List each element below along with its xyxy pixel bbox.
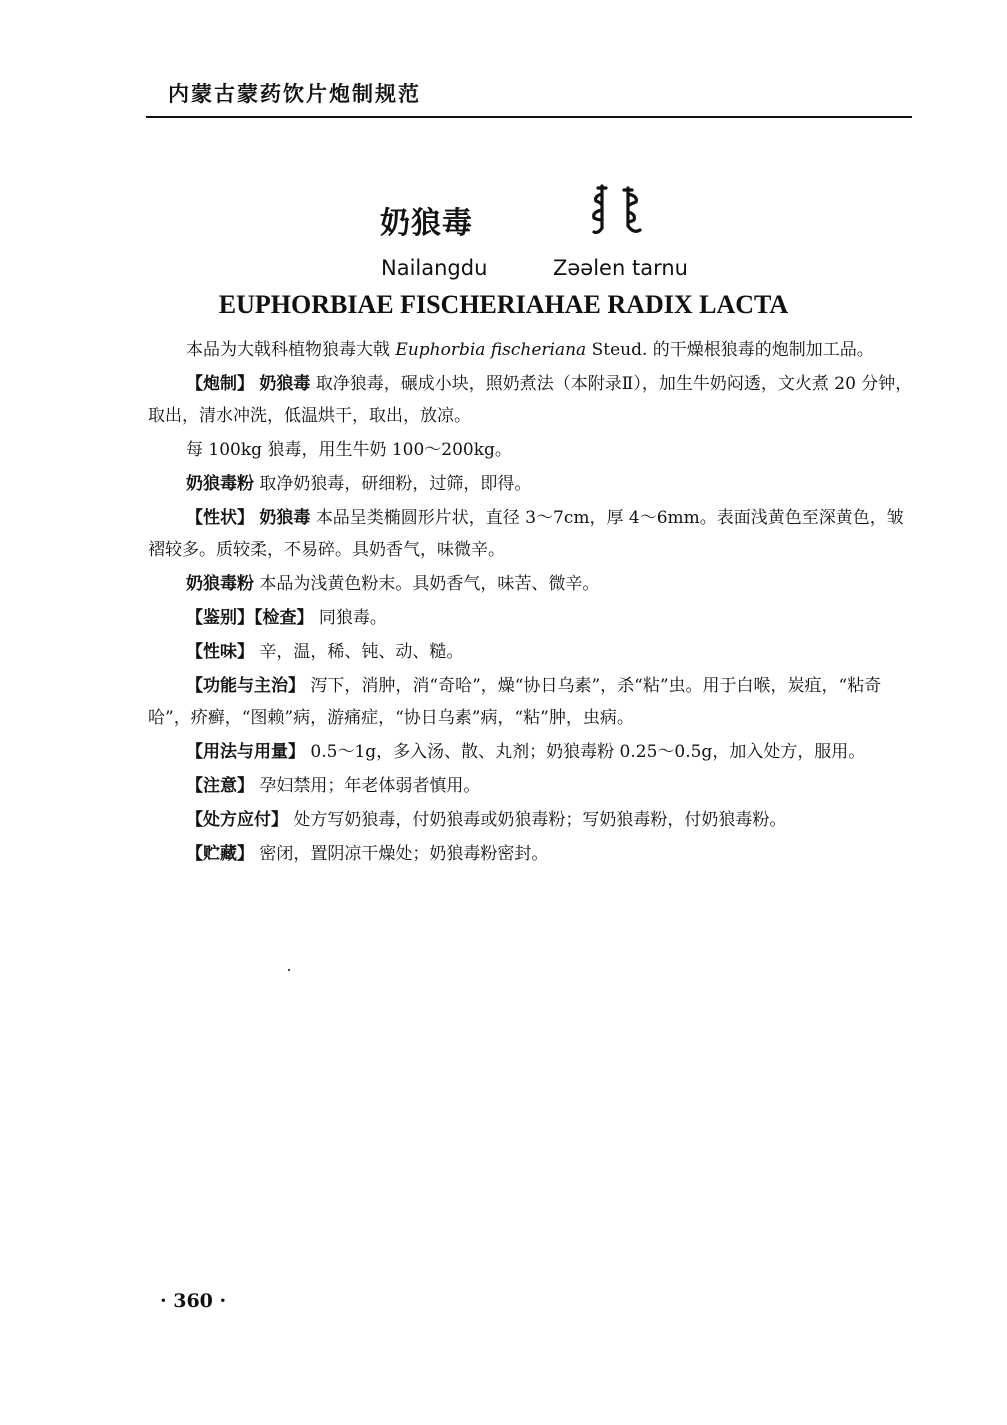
caution-paragraph (148, 770, 913, 802)
character-label: 【性状】 (186, 508, 254, 528)
intro-paragraph (148, 334, 913, 366)
usage-paragraph (148, 736, 913, 768)
header-rule (146, 116, 912, 118)
function-label: 【功能与主治】 (186, 676, 305, 696)
character-powder-paragraph (148, 568, 913, 600)
storage-label: 【贮藏】 (186, 844, 254, 864)
entry-latin-name: EUPHORBIAE FISCHERIAHAE RADIX LACTA (218, 290, 789, 319)
character-text-2: 本品为浅黄色粉末。具奶香气，味苦、微辛。 (259, 574, 600, 594)
inspection-label: 【检查】 (254, 608, 314, 628)
function-text: 泻下，消肿，消“奇哈”，燥“协日乌素”，杀“粘”虫。用于白喉，炭疽，“粘奇哈”，疥癣，“图赖”病，游痛症，“协日乌素”病，“粘”肿，虫病。 (148, 676, 882, 728)
monograph-body (148, 334, 913, 872)
taste-paragraph (148, 636, 913, 668)
identification-paragraph (148, 602, 913, 634)
caution-text: 孕妇禁用；年老体弱者慎用。 (259, 776, 481, 796)
intro-text-before: 本品为大戟科植物狼毒大戟 (186, 340, 396, 360)
dispensing-label: 【处方应付】 (186, 810, 288, 830)
processing-sub-label-1: 奶狼毒 (259, 374, 311, 394)
dispensing-paragraph (148, 804, 913, 836)
caution-label: 【注意】 (186, 776, 254, 796)
usage-text: 0.5～1g，多入汤、散、丸剂；奶狼毒粉 0.25～0.5g，加入处方，服用。 (310, 742, 866, 762)
species-name: Euphorbia fischeriana (395, 340, 587, 360)
storage-paragraph (148, 838, 913, 870)
identification-text: 同狼毒。 (318, 608, 387, 628)
processing-sub-label-2: 奶狼毒粉 (186, 474, 254, 494)
character-text-1: 本品呈类椭圆形片状，直径 3～7cm，厚 4～6mm。表面浅黄色至深黄色，皱褶较多。质较柔，不易碎。具奶香气，味微辛。 (148, 508, 904, 560)
page-number: · 360 · (160, 1290, 227, 1312)
processing-powder-paragraph (148, 468, 913, 500)
print-speck (288, 969, 290, 971)
storage-text: 密闭，置阴凉干燥处；奶狼毒粉密封。 (259, 844, 549, 864)
processing-paragraph (148, 368, 913, 432)
taste-text: 辛，温，稀、钝、动、糙。 (259, 642, 464, 662)
identification-label: 【鉴别】 (186, 608, 254, 628)
taste-label: 【性味】 (186, 642, 254, 662)
character-sub-label-1: 奶狼毒 (259, 508, 311, 528)
dispensing-text: 处方写奶狼毒，付奶狼毒或奶狼毒粉；写奶狼毒粉，付奶狼毒粉。 (293, 810, 787, 830)
usage-label: 【用法与用量】 (186, 742, 305, 762)
processing-text-2: 取净奶狼毒，研细粉，过筛，即得。 (259, 474, 532, 494)
character-sub-label-2: 奶狼毒粉 (186, 574, 254, 594)
processing-note: 每 100kg 狼毒，用生牛奶 100～200kg。 (186, 440, 512, 460)
running-head-title: 内蒙古蒙药饮片炮制规范 (168, 82, 421, 106)
mongolian-script-title (588, 182, 648, 238)
character-paragraph (148, 502, 913, 566)
processing-text-1: 取净狼毒，碾成小块，照奶煮法（本附录Ⅱ），加生牛奶闷透，文火煮 20 分钟，取出，清水冲洗，低温烘干，取出，放凉。 (148, 374, 913, 426)
entry-title-chinese: 奶狼毒 (380, 206, 473, 241)
intro-text-after: Steud. 的干燥根狼毒的炮制加工品。 (586, 340, 874, 360)
function-paragraph (148, 670, 913, 734)
entry-mongolian-latin: Zəəlen tarnu (553, 256, 688, 280)
entry-pinyin: Nailangdu (381, 256, 488, 280)
processing-label: 【炮制】 (186, 374, 254, 394)
